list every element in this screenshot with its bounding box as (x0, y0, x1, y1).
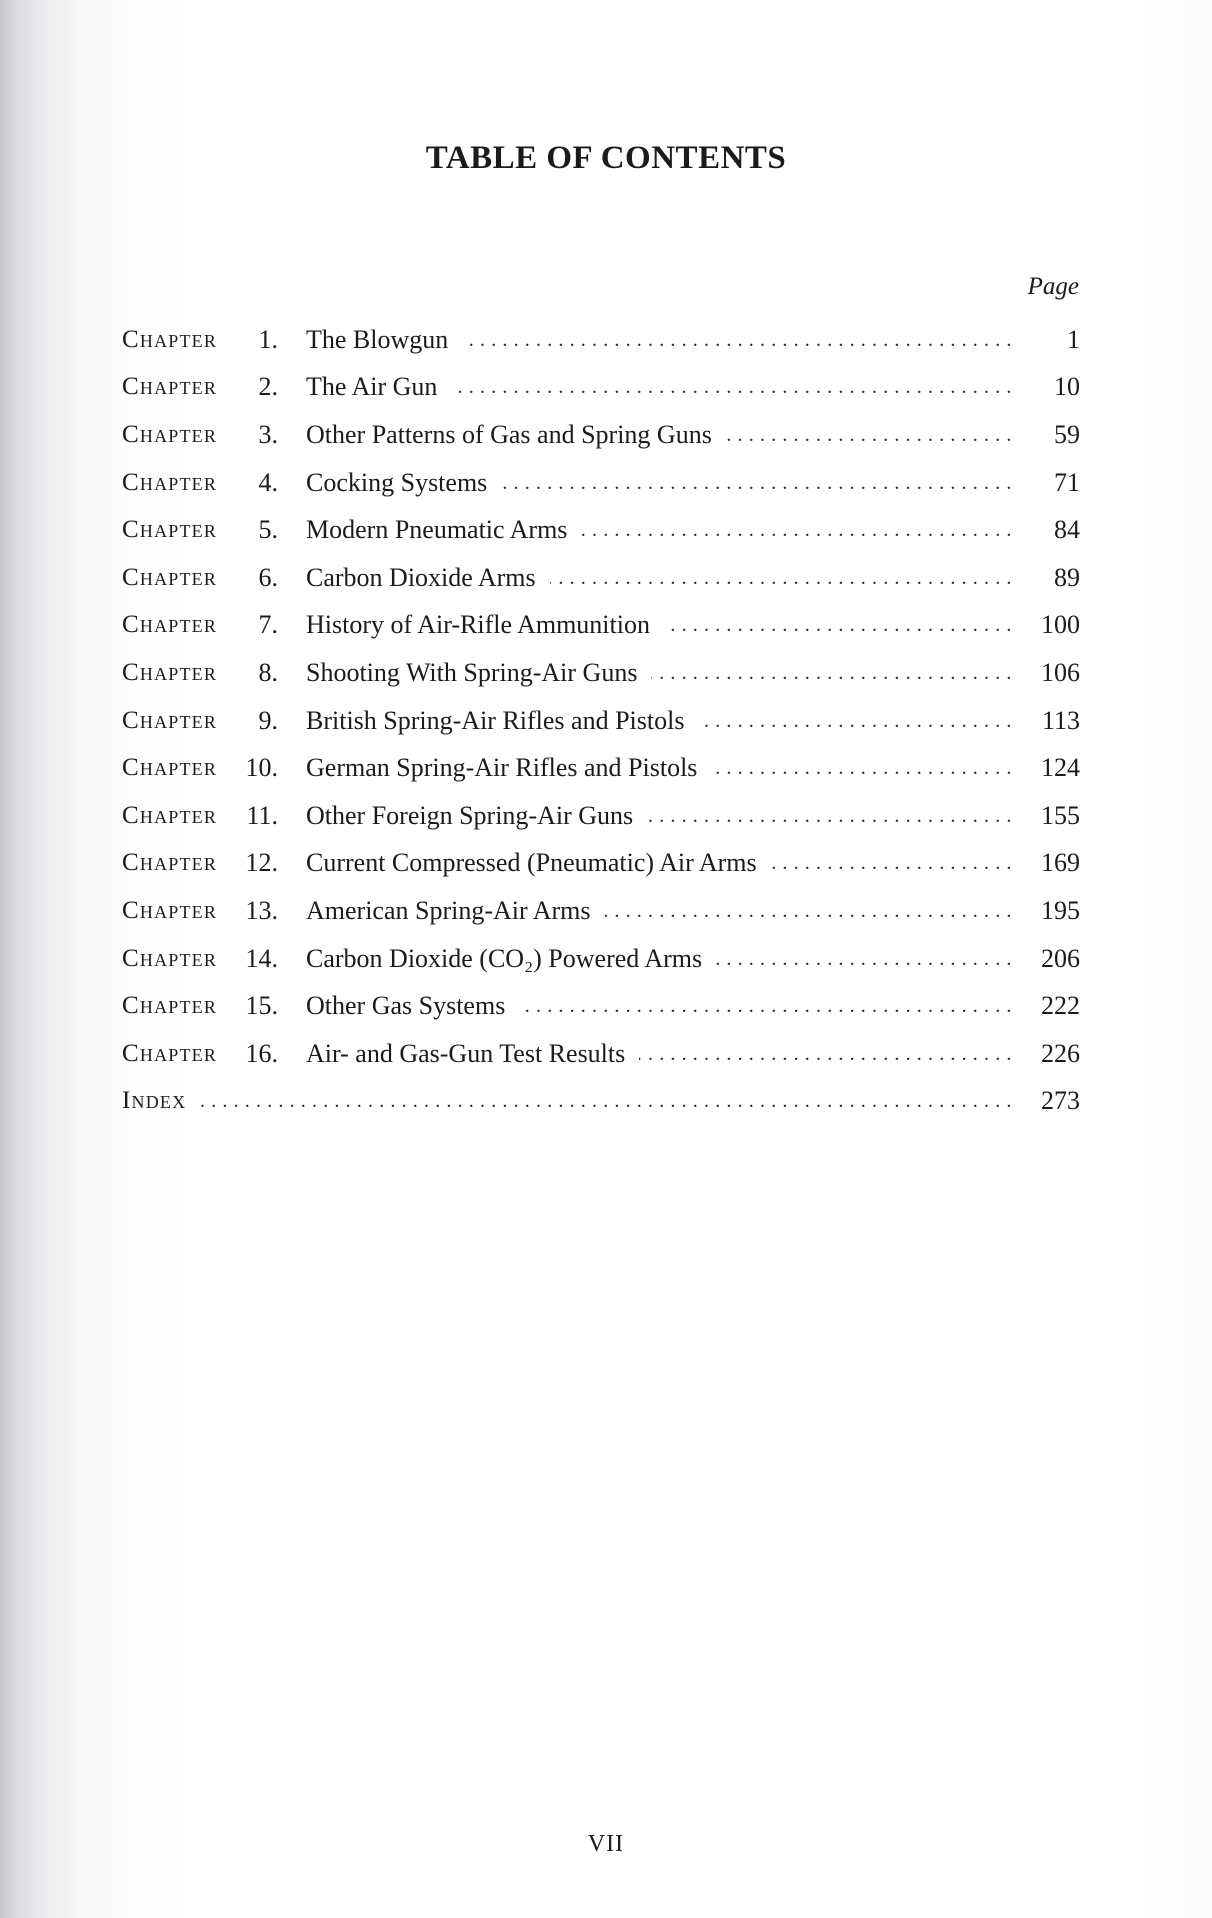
page-number: 59 (1054, 419, 1080, 449)
page-number: 84 (1054, 515, 1080, 545)
toc-entry-2 (122, 364, 1080, 412)
chapter-number: 10. (245, 753, 278, 783)
chapter-label: Chapter (122, 420, 218, 448)
chapter-label: Chapter (122, 754, 218, 782)
page-number: 71 (1054, 467, 1080, 497)
page-number: 222 (1041, 991, 1080, 1021)
chapter-label: Chapter (122, 468, 218, 496)
chapter-label: Chapter (122, 325, 218, 353)
page-number: 206 (1041, 943, 1080, 973)
dot-leader (771, 847, 1012, 879)
page-number: 113 (1041, 705, 1080, 735)
page-number: 106 (1041, 657, 1080, 687)
page-number: 1 (1067, 324, 1080, 354)
toc-entry-5 (122, 506, 1080, 554)
chapter-title: Cocking Systems (306, 467, 488, 497)
page-column-header: Page (1027, 273, 1079, 300)
toc-entry-10 (122, 744, 1080, 792)
chapter-label: Chapter (122, 992, 218, 1020)
chapter-title: Shooting With Spring-Air Guns (306, 657, 638, 687)
dot-leader (200, 1085, 1012, 1117)
toc-entry-index (122, 1078, 1080, 1126)
chapter-title: Carbon Dioxide (CO₂) Powered Arms (306, 943, 703, 973)
toc-list (122, 316, 1080, 1125)
toc-entry-12 (122, 840, 1080, 888)
chapter-number: 12. (245, 848, 278, 878)
chapter-number: 1. (258, 324, 278, 354)
toc-entry-3 (122, 411, 1080, 459)
dot-leader (716, 943, 1012, 975)
dot-leader (605, 895, 1012, 927)
chapter-number: 9. (258, 705, 278, 735)
page-folio: VII (587, 1831, 625, 1857)
toc-entry-15 (122, 982, 1080, 1030)
page-number: 89 (1054, 562, 1080, 592)
chapter-label: Chapter (122, 611, 218, 639)
toc-entry-9 (122, 697, 1080, 745)
chapter-title: Other Gas Systems (306, 991, 506, 1021)
toc-entry-14 (122, 935, 1080, 983)
toc-entry-8 (122, 649, 1080, 697)
chapter-label: Chapter (122, 658, 218, 686)
page-number: 124 (1041, 753, 1080, 783)
chapter-label: Chapter (122, 1039, 218, 1067)
toc-entry-7 (122, 602, 1080, 650)
chapter-title: Current Compressed (Pneumatic) Air Arms (306, 848, 757, 878)
dot-leader (501, 467, 1012, 499)
dot-leader (726, 419, 1012, 451)
chapter-label: Chapter (122, 944, 218, 972)
chapter-title: German Spring-Air Rifles and Pistols (306, 753, 698, 783)
chapter-number: 15. (245, 991, 278, 1021)
chapter-label: Chapter (122, 563, 218, 591)
page-number: 155 (1041, 800, 1080, 830)
chapter-title: The Air Gun (306, 372, 438, 402)
chapter-number: 14. (245, 943, 278, 973)
dot-leader (581, 514, 1012, 546)
dot-leader (711, 752, 1012, 784)
chapter-number: 6. (258, 562, 278, 592)
toc-entry-1 (122, 316, 1080, 364)
page-number: 100 (1041, 610, 1080, 640)
toc-entry-6 (122, 554, 1080, 602)
dot-leader (651, 657, 1012, 689)
index-label: Index (122, 1087, 187, 1115)
dot-leader (664, 609, 1012, 641)
chapter-number: 5. (258, 515, 278, 545)
chapter-title: Carbon Dioxide Arms (306, 562, 536, 592)
chapter-title: History of Air-Rifle Ammunition (306, 610, 650, 640)
chapter-title: The Blowgun (306, 324, 449, 354)
chapter-number: 7. (258, 610, 278, 640)
chapter-title: Other Patterns of Gas and Spring Guns (306, 419, 712, 449)
dot-leader (519, 990, 1012, 1022)
chapter-number: 8. (258, 657, 278, 687)
chapter-label: Chapter (122, 373, 218, 401)
dot-leader (550, 562, 1012, 594)
toc-entry-13 (122, 887, 1080, 935)
chapter-number: 3. (258, 419, 278, 449)
chapter-label: Chapter (122, 801, 218, 829)
chapter-number: 16. (245, 1038, 278, 1068)
chapter-label: Chapter (122, 516, 218, 544)
chapter-label: Chapter (122, 849, 218, 877)
chapter-number: 13. (245, 895, 278, 925)
chapter-number: 4. (258, 467, 278, 497)
page-title: TABLE OF CONTENTS (425, 140, 787, 176)
dot-leader (451, 371, 1012, 403)
toc-entry-11 (122, 792, 1080, 840)
chapter-label: Chapter (122, 706, 218, 734)
chapter-label: Chapter (122, 896, 218, 924)
page-number: 169 (1041, 848, 1080, 878)
chapter-number: 2. (258, 372, 278, 402)
chapter-title: Modern Pneumatic Arms (306, 515, 568, 545)
chapter-title: British Spring-Air Rifles and Pistols (306, 705, 685, 735)
toc-entry-4 (122, 459, 1080, 507)
page-number: 226 (1041, 1038, 1080, 1068)
chapter-title: Air- and Gas-Gun Test Results (306, 1038, 626, 1068)
toc-entry-16 (122, 1030, 1080, 1078)
dot-leader (698, 705, 1012, 737)
dot-leader (462, 324, 1012, 356)
page-number: 273 (1041, 1086, 1080, 1116)
chapter-number: 11. (246, 800, 278, 830)
chapter-title: American Spring-Air Arms (306, 895, 591, 925)
page-number: 195 (1041, 895, 1080, 925)
dot-leader (639, 1038, 1012, 1070)
page-number: 10 (1054, 372, 1080, 402)
chapter-title: Other Foreign Spring-Air Guns (306, 800, 634, 830)
dot-leader (647, 800, 1012, 832)
